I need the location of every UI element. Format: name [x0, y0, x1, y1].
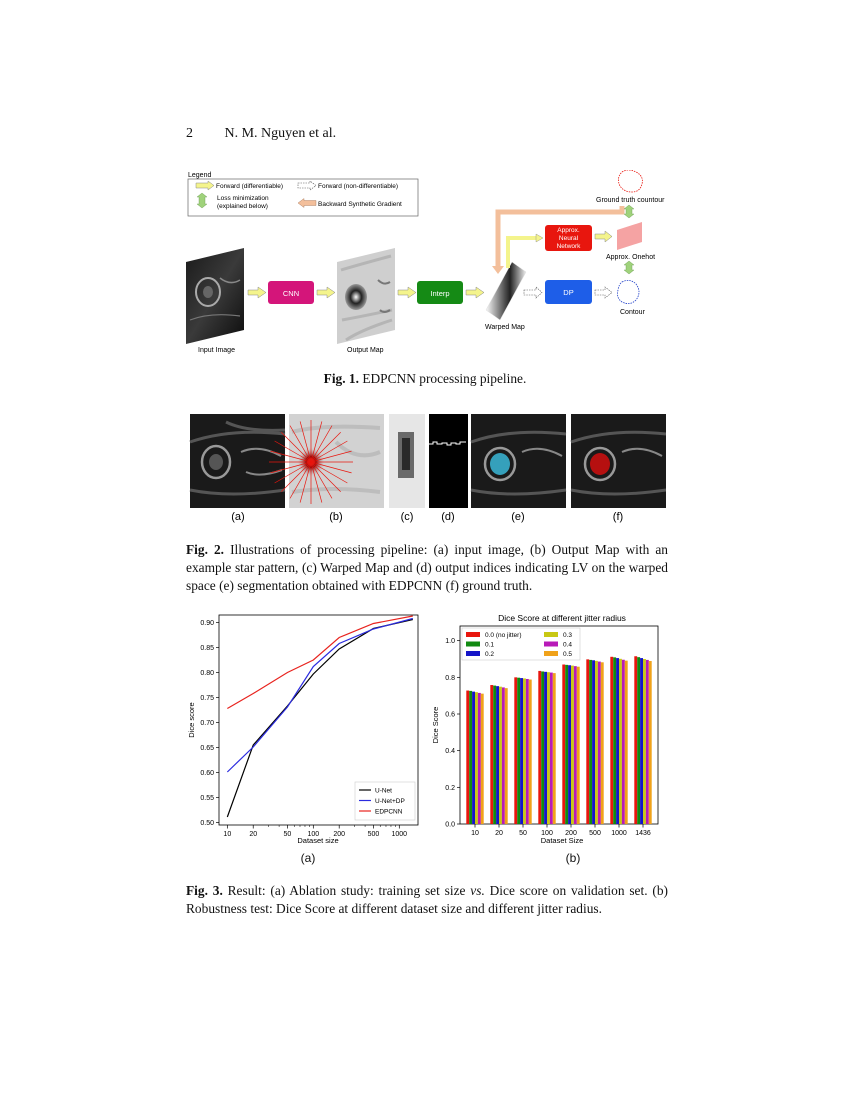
chart-title-b: Dice Score at different jitter radius: [498, 613, 626, 623]
figure-3b-bar-chart: [428, 608, 663, 850]
y-tick-label-a: 0.75: [200, 695, 214, 702]
legend-b: [462, 628, 580, 660]
bar: [517, 678, 520, 824]
legend-label-b: 0.2: [485, 651, 495, 658]
bar: [616, 658, 619, 824]
loss-arrow-top-icon: [624, 205, 634, 218]
legend-loss-line-1: Loss minimization: [217, 195, 269, 202]
ground-truth-contour-label: Ground truth countour: [596, 197, 665, 204]
legend-loss-line-2: (explained below): [217, 203, 268, 210]
page-number: 2: [186, 126, 193, 141]
y-axis-label-a: Dice score: [187, 702, 196, 738]
y-tick-label-a: 0.80: [200, 670, 214, 677]
bar: [541, 671, 544, 824]
panel-d-output-indices: [429, 414, 468, 508]
bar: [520, 678, 523, 824]
bar: [562, 665, 565, 825]
y-tick-label-a: 0.70: [200, 720, 214, 727]
bar: [565, 665, 568, 824]
figure-3a-label: (a): [300, 851, 316, 865]
backward-arrowhead-icon: [492, 266, 504, 274]
bar: [496, 686, 499, 824]
running-header: [186, 126, 336, 142]
bar: [586, 659, 589, 824]
dp-label: DP: [563, 288, 574, 297]
figure-3b-label: (b): [565, 851, 581, 865]
figure-2-caption: [186, 541, 668, 595]
legend-title: Legend: [188, 172, 212, 179]
panel-f-label: (f): [612, 511, 624, 523]
x-tick-label-a: 10: [223, 831, 232, 838]
input-image-label: Input Image: [198, 347, 235, 354]
figure-3-caption: [186, 882, 668, 918]
bar: [466, 691, 469, 824]
y-tick-label-a: 0.55: [200, 795, 214, 802]
x-tick-label-b: 500: [589, 830, 601, 837]
bar: [601, 662, 604, 824]
x-tick-label-a: 20: [249, 831, 258, 838]
figure-3-caption-label: Fig. 3.: [186, 883, 223, 898]
legend-label-a: EDPCNN: [375, 808, 403, 816]
approx-onehot-label: Approx. Onehot: [606, 254, 656, 261]
bar: [592, 660, 595, 824]
bar: [547, 672, 550, 824]
bar: [475, 692, 478, 824]
bar: [538, 671, 541, 824]
legend-forward-nondiff: Forward (non-differentiable): [318, 183, 399, 190]
output-map-thumbnail: [337, 248, 395, 344]
panel-b-label: (b): [329, 511, 343, 523]
forward-nondiff-arrow-icon: [524, 287, 542, 298]
legend-forward-diff: Forward (differentiable): [216, 183, 284, 190]
bar: [643, 659, 646, 824]
legend-label-b: 0.0 (no jitter): [485, 632, 522, 639]
figure-2-panels: [186, 412, 666, 524]
forward-arrow-icon: [317, 287, 335, 298]
bar: [595, 661, 598, 824]
bar: [646, 660, 649, 824]
input-image-thumbnail: [186, 248, 244, 344]
bar: [613, 657, 616, 824]
y-tick-label-b: 0.6: [445, 711, 455, 719]
figure-2-caption-text: Illustrations of processing pipeline: (a) input image, (b) Output Map with an example star pattern, (c) Warped Map and (d) output indices indicating LV on the warped space (e) segmentation obtained with EDPCNN (f) ground truth.: [186, 542, 668, 593]
bar: [589, 660, 592, 824]
legend-a: [355, 782, 415, 820]
x-tick-label-b: 200: [565, 830, 577, 837]
x-tick-label-a: 1000: [391, 831, 408, 838]
figure-1-caption-label: Fig. 1.: [323, 371, 359, 386]
x-axis-label-a: Dataset size: [297, 836, 339, 845]
bar: [481, 694, 484, 824]
forward-arrow-icon: [248, 287, 266, 298]
bar: [622, 660, 625, 824]
legend-label-a: U-Net+DP: [375, 798, 405, 805]
loss-arrow-bottom-icon: [624, 261, 634, 274]
forward-nondiff-arrow-icon: [595, 287, 612, 298]
warped-map-thumbnail: [486, 262, 526, 320]
legend-swatch-b: [466, 632, 480, 637]
panel-c-warped-map: [389, 414, 425, 508]
interp-label: Interp: [430, 289, 450, 298]
bar: [493, 686, 496, 824]
bar: [472, 692, 475, 824]
bar: [640, 658, 643, 824]
figure-3-caption-text: Result: (a) Ablation study: training set size vs. Dice score on validation set. (b) Robustness test: Dice Score at different dataset size and different jitter radius.: [186, 883, 668, 916]
bar: [610, 657, 613, 824]
forward-arrowhead-icon: [536, 234, 543, 242]
panel-b-output-map-star: [269, 414, 384, 508]
bar: [544, 672, 547, 824]
figure-1-caption: [0, 370, 850, 388]
approx-nn-line-2: Neural: [558, 235, 579, 242]
y-tick-label-b: 0.8: [445, 674, 455, 682]
bar: [490, 685, 493, 824]
bar: [598, 662, 601, 824]
cnn-label: CNN: [282, 289, 300, 298]
x-tick-label-b: 100: [541, 830, 553, 837]
y-tick-label-a: 0.85: [200, 645, 214, 652]
bar: [568, 665, 571, 824]
legend-swatch-b: [544, 651, 558, 656]
bar: [619, 659, 622, 824]
forward-arrow-icon: [595, 231, 612, 242]
panel-e-edpcnn-segmentation: [471, 414, 566, 508]
contour-shape: [618, 280, 640, 303]
legend-swatch-b: [544, 632, 558, 637]
ground-truth-contour-shape: [618, 170, 642, 192]
bar: [505, 688, 508, 824]
bar: [529, 680, 532, 824]
y-tick-label-b: 0.0: [445, 821, 455, 829]
approx-onehot-shape: [617, 222, 642, 250]
output-map-label: Output Map: [347, 347, 384, 354]
legend-label-b: 0.4: [563, 641, 573, 649]
x-tick-label-b: 10: [471, 830, 479, 837]
bar: [499, 687, 502, 824]
forward-arrow-icon: [398, 287, 416, 298]
x-axis-label-b: Dataset Size: [540, 836, 584, 845]
y-tick-label-a: 0.90: [200, 620, 214, 627]
panel-d-label: (d): [441, 511, 455, 523]
panel-f-ground-truth: [571, 414, 666, 508]
bar: [523, 678, 526, 824]
running-authors: N. M. Nguyen et al.: [224, 126, 337, 141]
bar: [571, 666, 574, 824]
figure-3a-line-chart: [180, 608, 425, 850]
bar: [577, 667, 580, 824]
contour-label: Contour: [620, 309, 645, 316]
legend-swatch-b: [544, 642, 558, 647]
bar: [634, 656, 637, 824]
x-tick-label-b: 1436: [635, 830, 651, 837]
warped-map-label: Warped Map: [485, 324, 525, 331]
bar: [478, 693, 481, 824]
bar: [550, 673, 553, 824]
legend-label-b: 0.1: [485, 641, 495, 649]
legend-swatch-b: [466, 642, 480, 647]
figure-1-pipeline-diagram: [186, 170, 666, 360]
approx-nn-line-3: Network: [556, 243, 581, 250]
y-tick-label-a: 0.50: [200, 820, 214, 827]
y-tick-label-a: 0.65: [200, 745, 214, 752]
figure-2-caption-label: Fig. 2.: [186, 542, 225, 557]
panel-a-input-image: [190, 414, 285, 508]
figure-1-caption-text: EDPCNN processing pipeline.: [358, 371, 527, 386]
bar: [574, 666, 577, 824]
x-tick-label-a: 500: [367, 831, 380, 838]
x-tick-label-a: 200: [333, 831, 346, 838]
bar: [469, 691, 472, 824]
panel-e-label: (e): [511, 511, 525, 523]
y-tick-label-b: 0.4: [445, 748, 455, 756]
y-tick-label-b: 0.2: [445, 784, 455, 792]
bar: [553, 673, 556, 824]
legend-backward: Backward Synthetic Gradient: [318, 201, 402, 208]
panel-a-label: (a): [231, 511, 245, 523]
x-tick-label-a: 100: [307, 831, 320, 838]
y-tick-label-b: 1.0: [445, 638, 455, 646]
x-tick-label-b: 50: [519, 830, 527, 837]
x-tick-label-a: 50: [283, 831, 292, 838]
legend-label-a: U-Net: [375, 787, 392, 795]
legend-label-b: 0.3: [563, 632, 573, 639]
approx-nn-line-1: Approx.: [557, 227, 580, 234]
bar: [625, 661, 628, 824]
bar: [514, 677, 517, 824]
legend-label-b: 0.5: [563, 651, 573, 658]
bar: [502, 687, 505, 824]
bar: [649, 661, 652, 824]
y-axis-label-b: Dice Score: [431, 706, 440, 744]
x-tick-label-b: 20: [495, 830, 503, 837]
forward-arrow-icon: [466, 287, 484, 298]
bar: [637, 657, 640, 824]
x-tick-label-b: 1000: [611, 830, 627, 837]
bar: [526, 679, 529, 824]
legend-swatch-b: [466, 651, 480, 656]
y-tick-label-a: 0.60: [200, 770, 214, 777]
panel-c-label: (c): [400, 511, 414, 523]
